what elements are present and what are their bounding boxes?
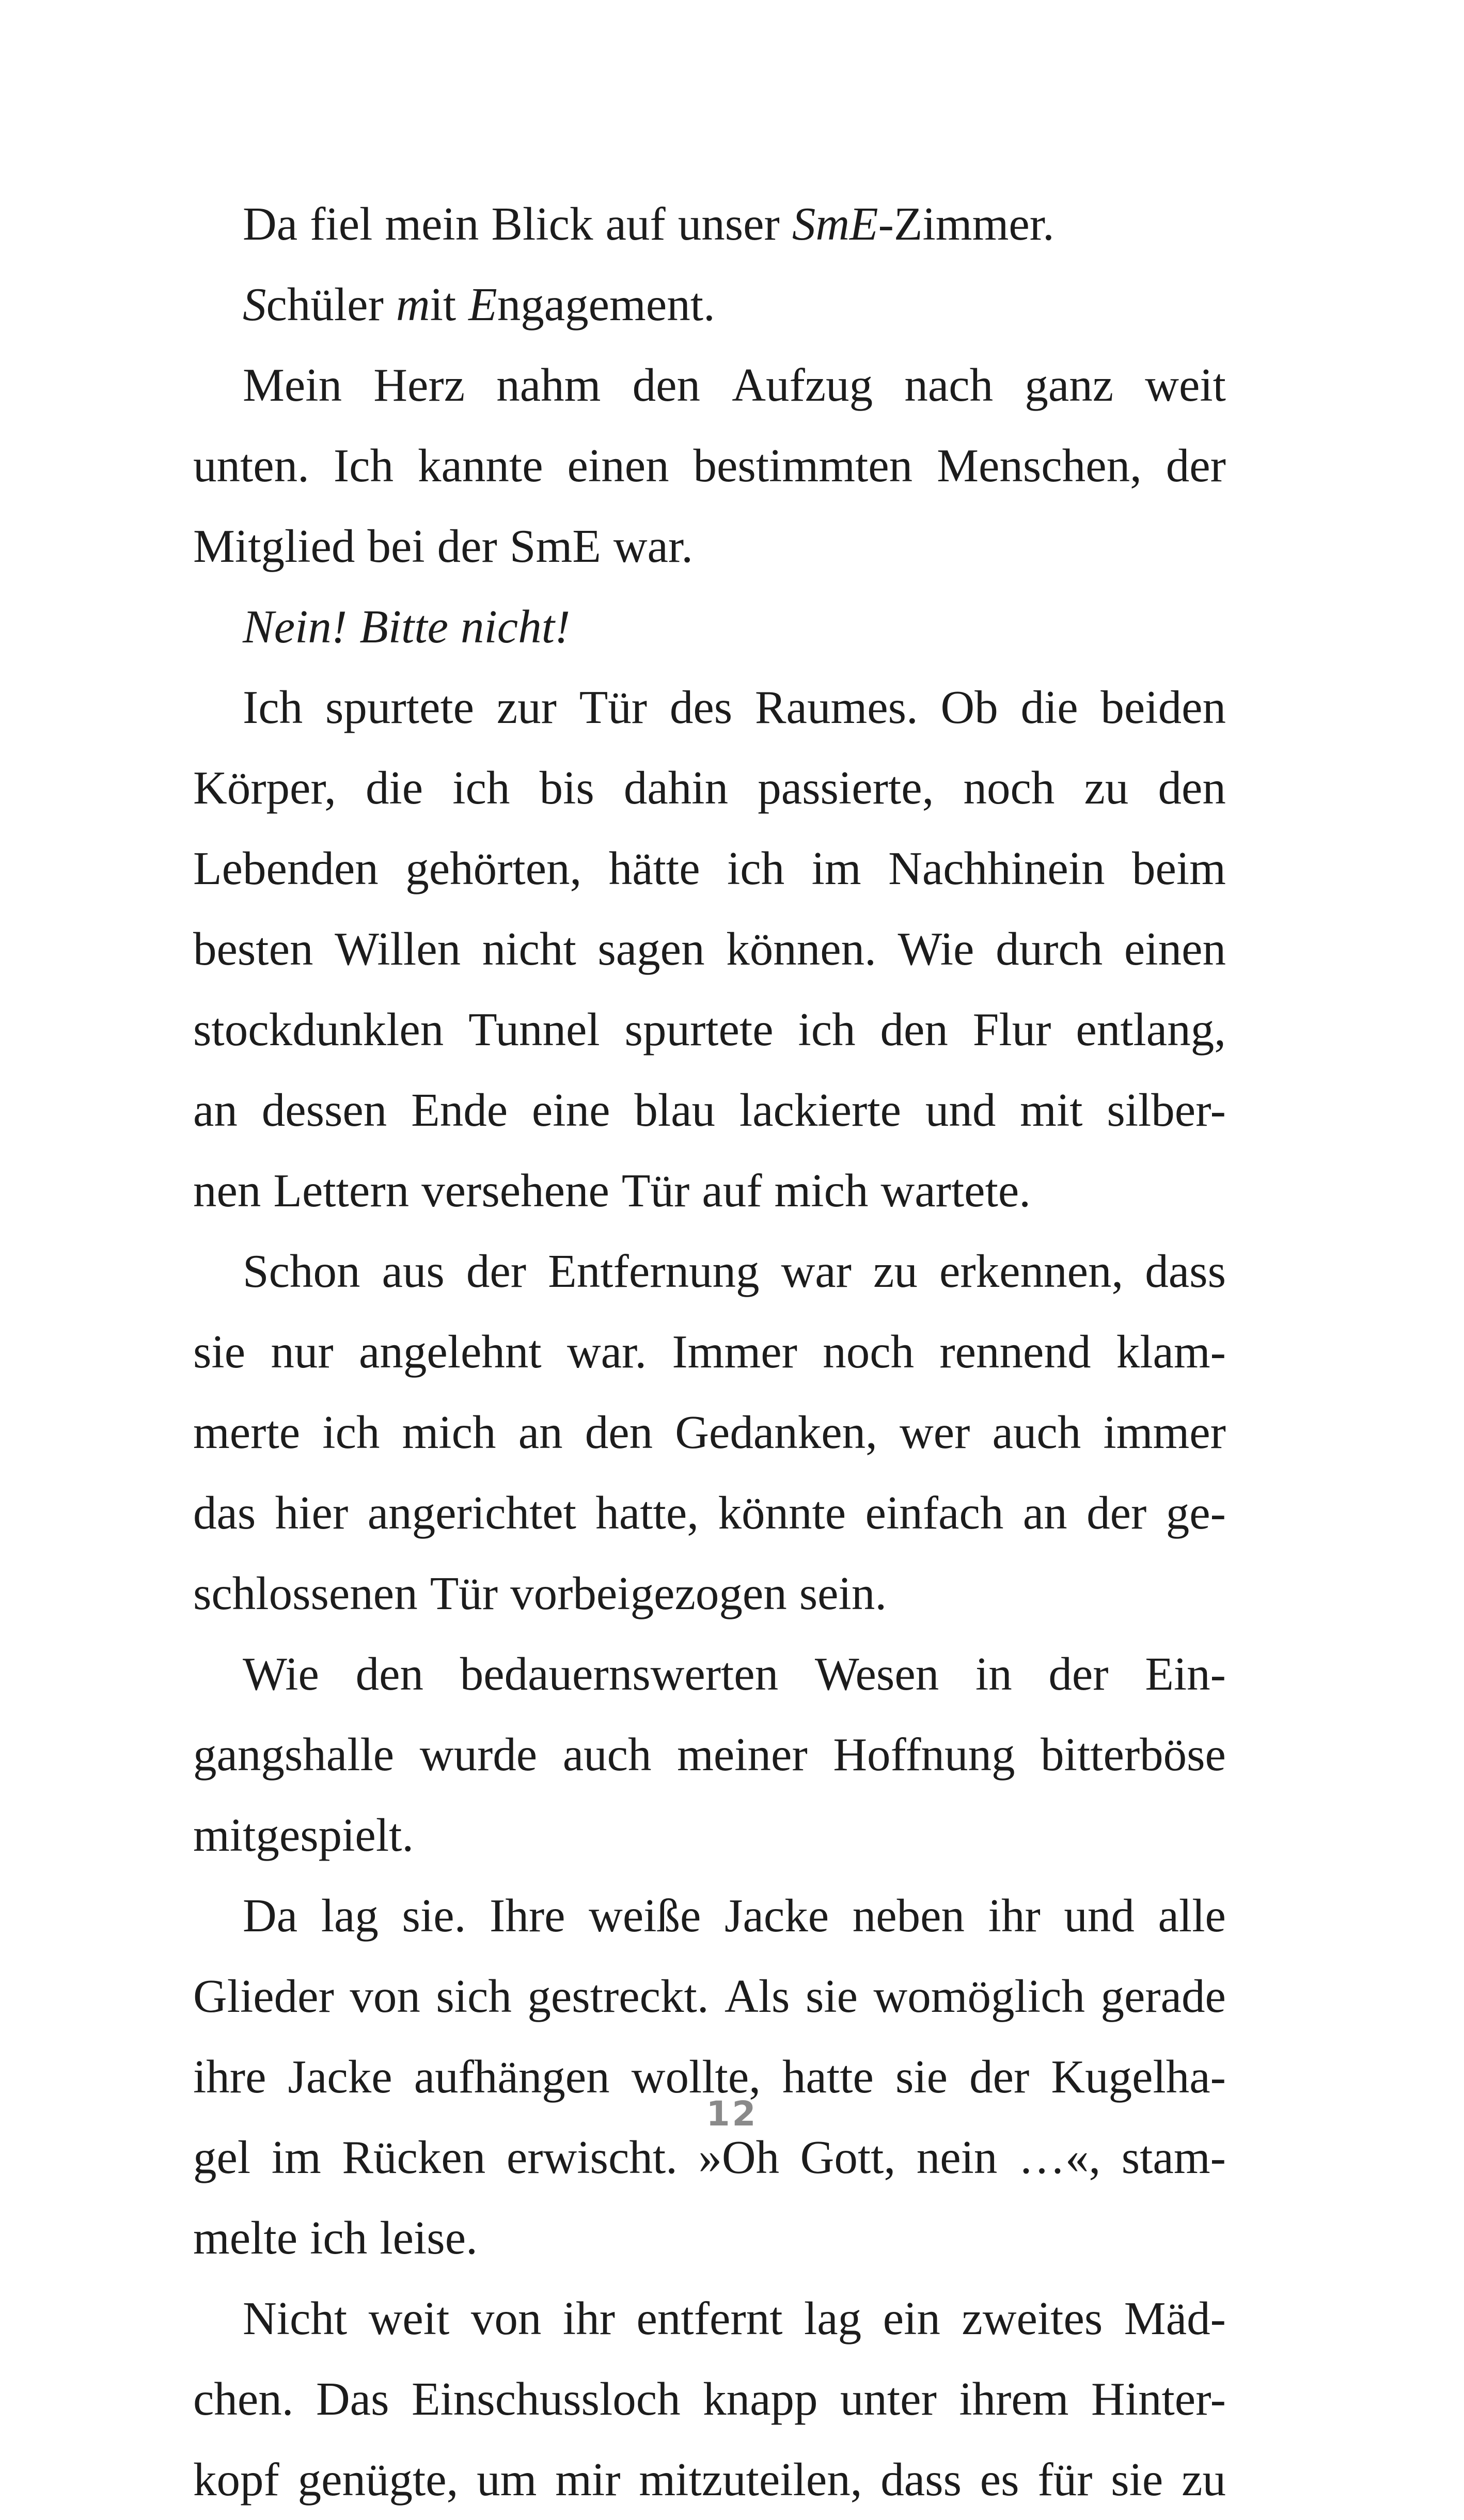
word: lag: [804, 2292, 862, 2344]
word: Ob: [940, 681, 998, 733]
word: rennend: [939, 1326, 1091, 1378]
word: den: [880, 1003, 948, 1056]
word: auf: [605, 198, 666, 250]
word: blau: [634, 1084, 715, 1136]
word: Glieder: [193, 1970, 334, 2022]
word: nein: [916, 2131, 998, 2183]
word: immer: [1103, 1406, 1226, 1458]
word: womöglich: [873, 1970, 1085, 2022]
word: nicht!: [461, 601, 571, 653]
word: mich: [402, 1406, 496, 1458]
text-line: [193, 1070, 1226, 1151]
word: für: [1037, 2453, 1093, 2506]
word: meiner: [677, 1728, 808, 1781]
word: Jacke: [288, 2051, 392, 2103]
word: spurtete: [325, 681, 475, 733]
word: lackierte: [739, 1084, 902, 1136]
word: der: [437, 520, 497, 572]
word: neben: [852, 1889, 965, 1942]
word: der: [1166, 439, 1226, 492]
word: im: [811, 842, 861, 894]
word: »Oh: [698, 2131, 780, 2183]
word: einen: [1124, 923, 1226, 975]
word: wurde: [419, 1728, 538, 1781]
word: erwischt.: [506, 2131, 678, 2183]
page-number: 12: [706, 2094, 758, 2134]
text-line: [193, 1553, 1226, 1634]
word: passierte,: [758, 762, 934, 814]
word: wollte,: [631, 2051, 761, 2103]
word: Menschen,: [937, 439, 1142, 492]
word: besten: [193, 923, 313, 975]
text-line: [193, 345, 1226, 426]
word: Willen: [335, 923, 461, 975]
word: sie: [193, 1326, 246, 1378]
word: noch: [823, 1326, 915, 1378]
word: einen: [567, 439, 669, 492]
word: [243, 264, 384, 345]
word: zweites: [962, 2292, 1103, 2344]
word: Tür: [430, 1567, 498, 1619]
word: Hoffnung: [833, 1728, 1015, 1781]
word-segment: chüler: [266, 278, 384, 330]
word: Mitglied: [193, 520, 355, 572]
word: erkennen,: [939, 1245, 1124, 1297]
word: nach: [904, 359, 994, 411]
word: Wesen: [814, 1648, 939, 1700]
word: ihr: [988, 1889, 1041, 1942]
word: sie: [895, 2051, 948, 2103]
word: gehörten,: [405, 842, 582, 894]
word: Aufzug: [732, 359, 873, 411]
word: den: [585, 1406, 653, 1458]
word: fiel: [310, 198, 373, 250]
word: des: [669, 681, 733, 733]
word: unter: [840, 2373, 937, 2425]
word: [468, 264, 715, 345]
word: Schon: [243, 1245, 360, 1297]
word: zu: [873, 1245, 918, 1297]
word: ihre: [193, 2051, 266, 2103]
text-line: [193, 2198, 1226, 2278]
word: beiden: [1100, 681, 1226, 733]
word: [396, 264, 456, 345]
word: um: [477, 2453, 537, 2506]
word: Bitte: [359, 601, 449, 653]
word: sie: [805, 1970, 858, 2022]
text-line: [193, 1956, 1226, 2037]
word: war.: [613, 520, 693, 572]
word: zu: [1084, 762, 1129, 814]
word: in: [975, 1648, 1012, 1700]
word: auch: [562, 1728, 652, 1781]
word: der: [1048, 1648, 1109, 1700]
word: beim: [1132, 842, 1226, 894]
word: Mein: [243, 359, 342, 411]
word-segment: m: [396, 278, 430, 330]
word: Ich: [243, 681, 303, 733]
word: genügte,: [297, 2453, 459, 2506]
word: alle: [1158, 1889, 1226, 1942]
word: noch: [963, 762, 1055, 814]
word: kannte: [418, 439, 543, 492]
text-line: [193, 1392, 1226, 1473]
word: Blick: [491, 198, 593, 250]
word: nicht: [482, 923, 576, 975]
word: vorbeigezogen: [510, 1567, 787, 1619]
word: …«,: [1018, 2131, 1101, 2183]
text-line: [193, 2278, 1226, 2359]
word: chen.: [193, 2373, 294, 2425]
word: ich: [798, 1003, 856, 1056]
word: weiße: [589, 1889, 701, 1942]
word: gangshalle: [193, 1728, 395, 1781]
word: durch: [996, 923, 1103, 975]
word: dessen: [261, 1084, 387, 1136]
word: ein: [883, 2292, 940, 2344]
word: versehene: [421, 1164, 609, 1217]
word: die: [1020, 681, 1078, 733]
text-line: [193, 909, 1226, 989]
word: entlang,: [1076, 1003, 1226, 1056]
text-line: [193, 2359, 1226, 2439]
word-segment: ngagement.: [497, 278, 715, 330]
word: ich: [727, 842, 785, 894]
text-line: [193, 1151, 1226, 1231]
word: das: [193, 1487, 256, 1539]
word: Nein!: [243, 601, 348, 653]
text-line: [193, 264, 1226, 345]
word: von: [350, 1970, 420, 2022]
word: dahin: [623, 762, 729, 814]
word: von: [470, 2292, 542, 2344]
word: es: [980, 2453, 1019, 2506]
word: Gott,: [800, 2131, 896, 2183]
word: Raumes.: [754, 681, 918, 733]
word: den: [632, 359, 701, 411]
word: gerade: [1100, 1970, 1226, 2022]
text-line: [193, 989, 1226, 1070]
word: auch: [992, 1406, 1081, 1458]
text-line: [193, 1473, 1226, 1553]
word: wartete.: [880, 1164, 1031, 1217]
word-segment: it: [430, 278, 456, 330]
word: sie: [1111, 2453, 1163, 2506]
word: Gedanken,: [675, 1406, 877, 1458]
word: nen: [193, 1164, 261, 1217]
word: ganz: [1025, 359, 1114, 411]
word: und: [925, 1084, 996, 1136]
word: Ihre: [490, 1889, 565, 1942]
word: schlossenen: [193, 1567, 418, 1619]
word: den: [1158, 762, 1226, 814]
word: unten.: [193, 439, 309, 492]
word: mir: [555, 2453, 621, 2506]
word: stockdunklen: [193, 1003, 444, 1056]
word: Nicht: [243, 2292, 348, 2344]
word: weit: [1145, 359, 1226, 411]
word-segment: -Zimmer.: [878, 198, 1054, 250]
word: spurtete: [624, 1003, 774, 1056]
text-line: [193, 667, 1226, 748]
word: Da: [243, 198, 298, 250]
word: Tür: [579, 681, 648, 733]
word: angelehnt: [358, 1326, 542, 1378]
word: kopf: [193, 2453, 279, 2506]
word: melte: [193, 2212, 298, 2264]
word: Wie: [243, 1648, 319, 1700]
text-line: [193, 748, 1226, 828]
word: Lebenden: [193, 842, 379, 894]
text-line: [193, 1634, 1226, 1714]
text-line: [193, 1714, 1226, 1795]
word: nahm: [496, 359, 601, 411]
word: Herz: [373, 359, 465, 411]
word: Ich: [333, 439, 394, 492]
word: Da: [243, 1889, 298, 1942]
text-line: [193, 426, 1226, 506]
word: sein.: [799, 1567, 887, 1619]
word: war: [781, 1245, 852, 1297]
word: der: [969, 2051, 1030, 2103]
word: bitterböse: [1041, 1728, 1226, 1781]
word-segment: SmE: [792, 198, 878, 250]
word: mitgespielt.: [193, 1809, 414, 1861]
word: ich: [452, 762, 510, 814]
word: [792, 184, 1054, 264]
word: einfach: [865, 1487, 1004, 1539]
word: Körper,: [193, 762, 336, 814]
text-line: [193, 587, 1226, 667]
word: Hinter-: [1091, 2373, 1226, 2425]
text-line: [193, 828, 1226, 909]
word: ge-: [1166, 1487, 1226, 1539]
word: klam-: [1116, 1326, 1226, 1378]
word: bei: [367, 520, 425, 572]
word: aus: [382, 1245, 445, 1297]
text-line: [193, 1312, 1226, 1392]
word: sagen: [597, 923, 705, 975]
word: hatte: [782, 2051, 874, 2103]
word: an: [193, 1084, 238, 1136]
word: dass: [1145, 1245, 1226, 1297]
word: silber-: [1107, 1084, 1226, 1136]
word: gel: [193, 2131, 251, 2183]
word: Jacke: [725, 1889, 829, 1942]
text-line: [193, 184, 1226, 264]
word: Nachhinein: [888, 842, 1105, 894]
word: weit: [368, 2292, 450, 2344]
word: Kugelha-: [1051, 2051, 1226, 2103]
word: an: [518, 1406, 563, 1458]
word: ich: [310, 2212, 368, 2264]
word: sie.: [402, 1889, 466, 1942]
text-line: [193, 2439, 1226, 2520]
word: zur: [496, 681, 557, 733]
word: leise.: [380, 2212, 478, 2264]
text-line: [193, 1876, 1226, 1956]
word: eine: [531, 1084, 610, 1136]
text-line: [193, 1795, 1226, 1876]
word: wer: [899, 1406, 970, 1458]
word: hätte: [608, 842, 700, 894]
text-line: [193, 506, 1226, 587]
word: Tür: [621, 1164, 690, 1217]
word: bestimmten: [693, 439, 913, 492]
word: können.: [726, 923, 876, 975]
word: im: [271, 2131, 321, 2183]
word: Lettern: [273, 1164, 410, 1217]
word: Flur: [972, 1003, 1051, 1056]
word: hatte,: [595, 1487, 699, 1539]
word-segment: E: [468, 278, 497, 330]
word: Das: [316, 2373, 389, 2425]
word: den: [355, 1648, 424, 1700]
word: bedauernswerten: [460, 1648, 779, 1700]
word: Ende: [411, 1084, 508, 1136]
word: stam-: [1121, 2131, 1226, 2183]
word: hier: [275, 1487, 349, 1539]
word: merte: [193, 1406, 301, 1458]
body-text: [193, 184, 1226, 2520]
word: und: [1064, 1889, 1135, 1942]
word: Mäd-: [1124, 2292, 1226, 2344]
word: mit: [1020, 1084, 1083, 1136]
word: nur: [271, 1326, 334, 1378]
word: mitzuteilen,: [639, 2453, 862, 2506]
word-segment: S: [243, 278, 266, 330]
word: Immer: [672, 1326, 797, 1378]
word: entfernt: [636, 2292, 783, 2344]
word: ihr: [562, 2292, 616, 2344]
word: an: [1022, 1487, 1067, 1539]
word: auf: [702, 1164, 762, 1217]
word: Entfernung: [548, 1245, 760, 1297]
word: Ein-: [1145, 1648, 1226, 1700]
word: bis: [539, 762, 594, 814]
word: unser: [678, 198, 780, 250]
word: Als: [725, 1970, 790, 2022]
word: mein: [385, 198, 479, 250]
word: ihrem: [959, 2373, 1069, 2425]
text-line: [193, 1231, 1226, 1312]
word: könnte: [718, 1487, 846, 1539]
word: war.: [566, 1326, 647, 1378]
word: aufhängen: [414, 2051, 610, 2103]
word: der: [466, 1245, 527, 1297]
word: Wie: [898, 923, 974, 975]
word: Tunnel: [468, 1003, 600, 1056]
word: ich: [322, 1406, 380, 1458]
word: zu: [1182, 2453, 1226, 2506]
word: sich: [436, 1970, 512, 2022]
word: der: [1087, 1487, 1147, 1539]
word: die: [365, 762, 423, 814]
word: angerichtet: [367, 1487, 576, 1539]
word: gestreckt.: [527, 1970, 709, 2022]
word: dass: [880, 2453, 962, 2506]
word: knapp: [703, 2373, 818, 2425]
word: SmE: [509, 520, 601, 572]
word: Einschussloch: [411, 2373, 681, 2425]
word: mich: [774, 1164, 869, 1217]
word: lag: [321, 1889, 379, 1942]
word: Rücken: [342, 2131, 486, 2183]
